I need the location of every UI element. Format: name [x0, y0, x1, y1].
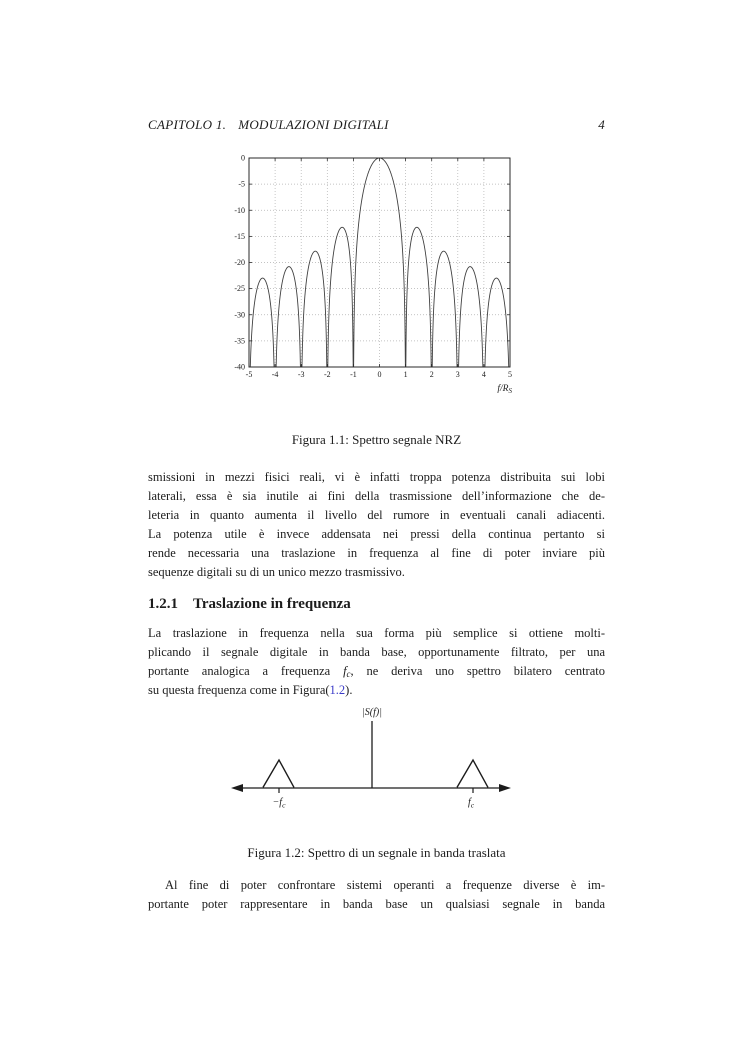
body-line: portante poter rappresentare in banda base un qualsiasi segnale in banda: [148, 897, 605, 911]
chapter-number: CAPITOLO 1.: [148, 117, 227, 132]
x-tick-label: 0: [377, 370, 382, 379]
body-line: leteria in quanto aumenta il livello del rumore in eventuali canali adiacenti.: [148, 508, 605, 522]
figure-2: [215, 702, 527, 819]
x-tick-label: 4: [481, 370, 486, 379]
figure-1-caption: Figura 1.1: Spettro segnale NRZ: [291, 432, 462, 447]
paragraph-2: [148, 624, 605, 700]
y-tick-label: -5: [238, 179, 245, 189]
spectrum-axis-label: |S(f)|: [362, 707, 382, 718]
chapter-title: MODULAZIONI DIGITALI: [238, 117, 389, 132]
page-number: 4: [598, 117, 605, 132]
x-tick-label: 5: [508, 370, 512, 379]
figure-reference-link[interactable]: 1.2: [329, 683, 346, 697]
fc-subscript: c: [470, 800, 475, 810]
x-tick-label: -1: [350, 370, 357, 379]
neg-fc-subscript: c: [282, 800, 286, 810]
x-tick-label: 1: [403, 370, 408, 379]
section-number: 1.2.1: [148, 596, 178, 612]
y-tick-label: -15: [234, 231, 245, 241]
body-text: portante analogica a frequenza: [148, 664, 344, 678]
x-tick-label: -5: [245, 370, 253, 379]
paragraph-3: [148, 876, 605, 914]
body-line: [148, 662, 605, 681]
body-line: sequenze digitali su di un unico mezzo trasmissivo.: [148, 565, 405, 579]
y-tick-label: -40: [234, 362, 245, 372]
body-line: Al fine di poter confrontare sistemi operanti a frequenze diverse è im-: [165, 878, 605, 892]
y-tick-label: -30: [234, 310, 245, 320]
x-axis-label: $f/R_S$: [497, 384, 512, 395]
body-line: plicando il segnale digitale in banda base, opportunamente filtrato, per una: [148, 645, 605, 659]
x-tick-label: 2: [429, 370, 434, 379]
y-tick-label: -10: [234, 205, 245, 215]
left-spectrum-triangle: [263, 760, 294, 787]
body-text: su questa frequenza come in Figura(: [148, 683, 330, 697]
fc-base: f: [467, 797, 471, 808]
left-arrowhead-icon: [231, 784, 243, 792]
body-line: smissioni in mezzi fisici reali, vi è infatti troppa potenza distribuita sui lobi: [148, 470, 605, 484]
fc-subscript: c: [346, 669, 351, 679]
nrz-spectrum-chart: [224, 150, 520, 400]
y-tick-label: -20: [234, 258, 245, 267]
neg-fc-base: −f: [272, 797, 283, 808]
x-tick-label: 3: [455, 370, 460, 379]
body-line: [148, 681, 605, 700]
page-header: [148, 117, 605, 133]
neg-fc-label: [273, 797, 287, 810]
section-title: Traslazione in frequenza: [193, 596, 351, 612]
fc-label: [468, 797, 475, 810]
body-line: laterali, essa è sia inutile ai fini della trasmissione dell’informazione che de-: [148, 489, 605, 503]
right-arrowhead-icon: [499, 784, 511, 792]
figure-2-caption: Figura 1.2: Spettro di un segnale in banda traslata: [247, 845, 506, 860]
carrier-frequency-symbol: [343, 664, 350, 678]
y-tick-label: 0: [241, 153, 245, 163]
chapter-heading: [148, 117, 389, 133]
body-line: La potenza utile è invece addensata nei pressi della continua pertanto si: [148, 527, 605, 541]
body-text: ).: [345, 683, 353, 697]
body-text: , ne deriva uno spettro bilatero centrato: [350, 664, 605, 678]
body-line: rende necessaria una traslazione in frequenza al fine di poter inviare più: [148, 546, 605, 560]
body-line: La traslazione in frequenza nella sua forma più semplice si ottiene molti-: [148, 626, 605, 640]
y-tick-label: -35: [234, 336, 245, 346]
section-heading: [148, 596, 605, 613]
band-translated-spectrum-diagram: [215, 702, 527, 814]
right-spectrum-triangle: [457, 760, 488, 787]
y-tick-label: -25: [234, 284, 245, 294]
figure-1: [224, 150, 520, 405]
paragraph-1: [148, 468, 605, 582]
x-tick-label: -4: [271, 370, 279, 379]
x-tick-label: -2: [323, 370, 331, 379]
fc-base: f: [343, 664, 347, 678]
x-tick-label: -3: [297, 370, 305, 379]
